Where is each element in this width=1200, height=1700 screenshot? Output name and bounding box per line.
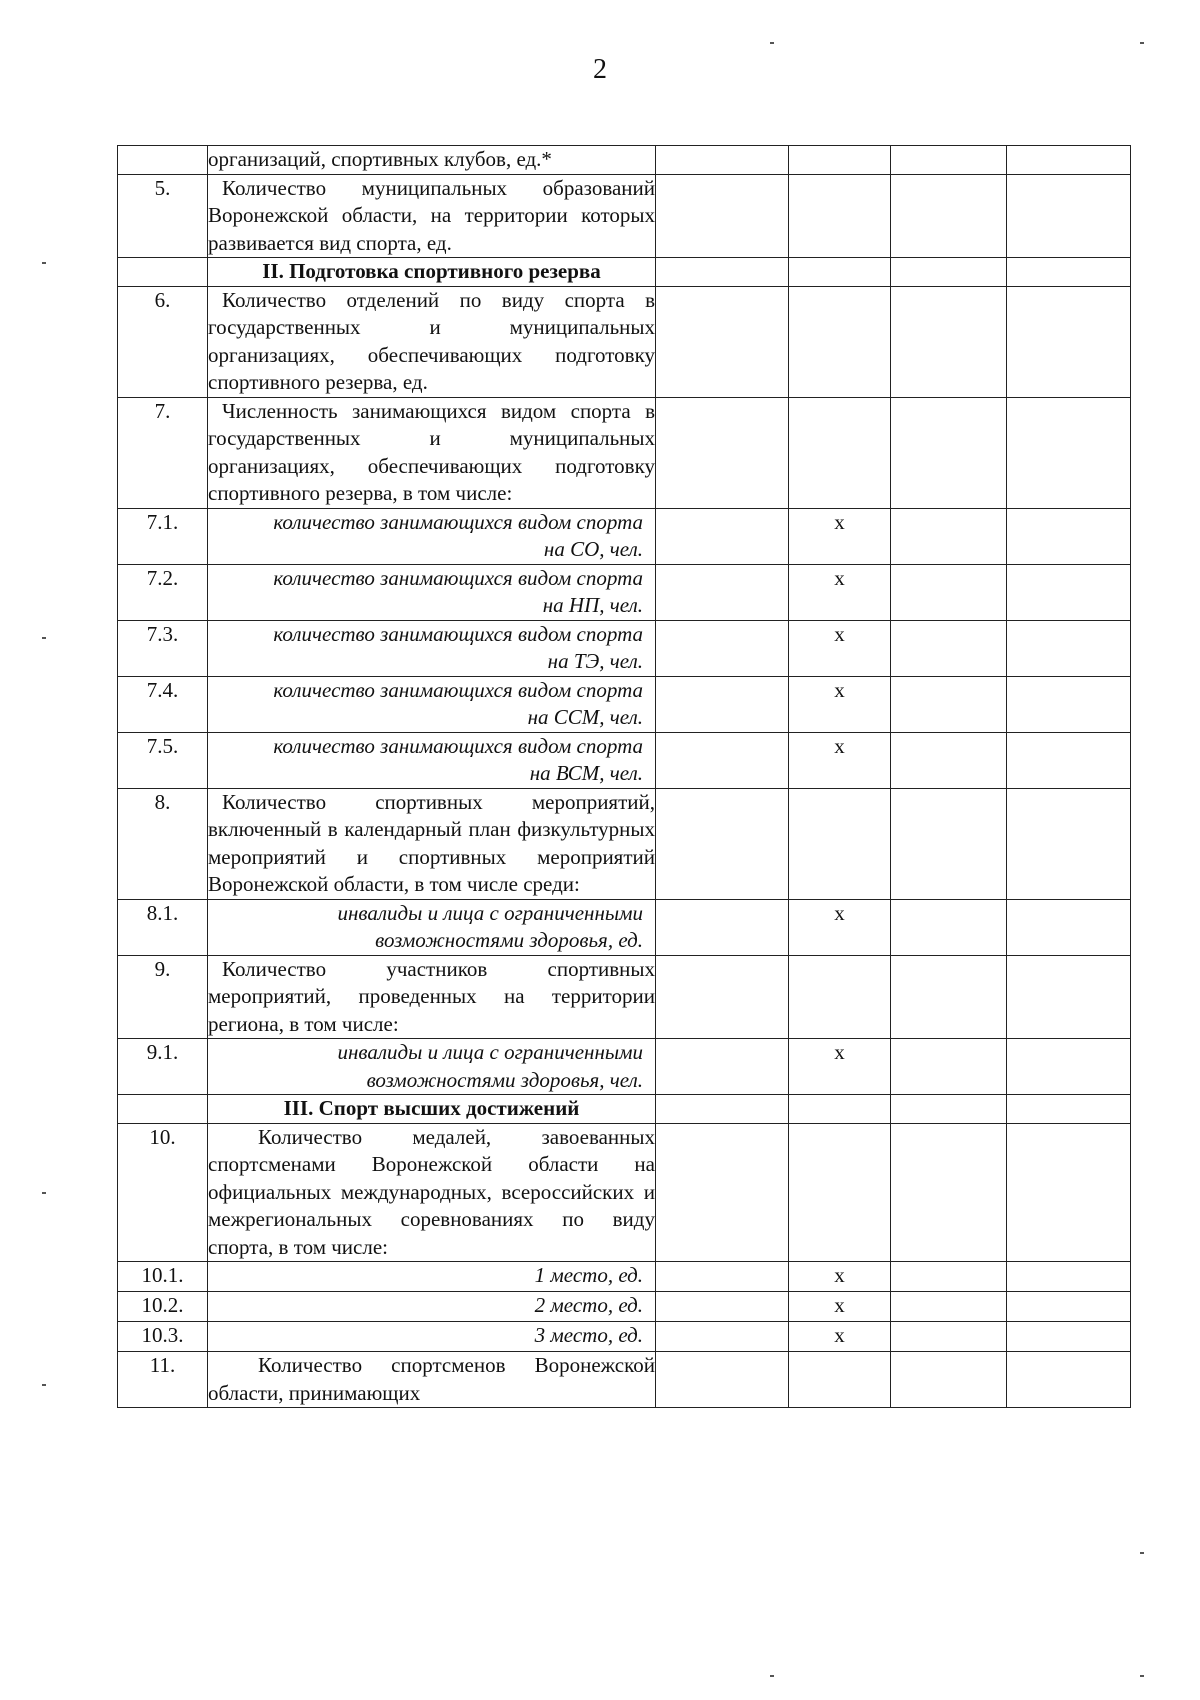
indicator-name: Количество отделений по виду спорта в государственных и муниципальных организациях, обеспечивающих подготовку спортивного резерва, ед. [208,286,656,397]
value-cell [1007,1095,1131,1124]
row-number: 10.2. [118,1292,208,1322]
indicator-name: Количество участников спортивных мероприятий, проведенных на территории региона, в том числе: [208,955,656,1039]
value-cell [656,1262,789,1292]
table-row [118,1322,1131,1352]
value-cell [656,732,789,788]
page-number: 2 [593,54,607,85]
value-cell [789,1352,891,1408]
value-cell [891,788,1007,899]
row-number: 10. [118,1123,208,1262]
value-cell [891,146,1007,175]
scan-speck [42,637,46,639]
value-cell [789,788,891,899]
scan-speck [42,1192,46,1194]
value-cell [789,174,891,258]
row-number: 10.1. [118,1262,208,1292]
value-cell [891,1262,1007,1292]
value-cell [891,1123,1007,1262]
value-cell [789,146,891,175]
value-cell [1007,732,1131,788]
indicator-name: Количество спортсменов Воронежской области, принимающих [208,1352,656,1408]
row-number: 8. [118,788,208,899]
value-cell [891,1292,1007,1322]
table-row [118,146,1131,175]
value-cell [656,1095,789,1124]
not-applicable-mark: x [789,620,891,676]
indicators-table [117,145,1131,1408]
indicator-name: Количество муниципальных образований Воронежской области, на территории которых развивается вид спорта, ед. [208,174,656,258]
value-cell [1007,397,1131,508]
not-applicable-mark: x [789,676,891,732]
table-row [118,1352,1131,1408]
value-cell [656,1322,789,1352]
value-cell [1007,1322,1131,1352]
value-cell [891,955,1007,1039]
row-number [118,146,208,175]
table-row [118,508,1131,564]
indicator-name: Численность занимающихся видом спорта в государственных и муниципальных организациях, обеспечивающих подготовку спортивного резерва, в том числе: [208,397,656,508]
value-cell [891,508,1007,564]
table-row [118,620,1131,676]
value-cell [1007,1123,1131,1262]
not-applicable-mark: x [789,732,891,788]
indicator-name: инвалиды и лица с ограниченными возможностями здоровья, чел. [208,1039,656,1095]
value-cell [891,620,1007,676]
value-cell [789,1095,891,1124]
value-cell [656,899,789,955]
value-cell [1007,564,1131,620]
indicator-name: количество занимающихся видом спорта на ТЭ, чел. [208,620,656,676]
table-row [118,397,1131,508]
table-row [118,955,1131,1039]
value-cell [1007,788,1131,899]
value-cell [891,1095,1007,1124]
indicator-name: 3 место, ед. [208,1322,656,1352]
indicator-name: организаций, спортивных клубов, ед.* [208,146,656,175]
value-cell [1007,286,1131,397]
table-row [118,564,1131,620]
value-cell [656,676,789,732]
row-number: 6. [118,286,208,397]
value-cell [891,397,1007,508]
not-applicable-mark: x [789,564,891,620]
value-cell [656,1352,789,1408]
table-row [118,732,1131,788]
table-row [118,1262,1131,1292]
value-cell [656,1039,789,1095]
section-title: III. Спорт высших достижений [208,1095,656,1124]
value-cell [789,397,891,508]
value-cell [789,286,891,397]
section-row [118,258,1131,287]
section-row [118,1095,1131,1124]
value-cell [656,564,789,620]
value-cell [1007,620,1131,676]
value-cell [1007,1292,1131,1322]
indicator-name: Количество медалей, завоеванных спортсменами Воронежской области на официальных международных, всероссийских и межрегиональных соревнованиях по виду спорта, в том числе: [208,1123,656,1262]
scan-speck [1140,42,1144,44]
value-cell [1007,955,1131,1039]
row-number: 7.1. [118,508,208,564]
value-cell [891,286,1007,397]
value-cell [1007,258,1131,287]
row-number: 11. [118,1352,208,1408]
scan-speck [42,1384,46,1386]
indicators-table-body [118,146,1131,1408]
value-cell [789,955,891,1039]
value-cell [656,620,789,676]
value-cell [656,286,789,397]
row-number: 8.1. [118,899,208,955]
scan-speck [1140,1675,1144,1677]
value-cell [656,146,789,175]
value-cell [656,1123,789,1262]
value-cell [656,955,789,1039]
indicator-name: количество занимающихся видом спорта на ВСМ, чел. [208,732,656,788]
scan-speck [42,262,46,264]
value-cell [656,258,789,287]
row-number: 7.4. [118,676,208,732]
indicator-name: инвалиды и лица с ограниченными возможностями здоровья, ед. [208,899,656,955]
value-cell [891,676,1007,732]
table-row [118,788,1131,899]
value-cell [1007,174,1131,258]
value-cell [891,1352,1007,1408]
table-row [118,899,1131,955]
indicator-name: количество занимающихся видом спорта на СО, чел. [208,508,656,564]
row-number: 9. [118,955,208,1039]
value-cell [891,258,1007,287]
not-applicable-mark: x [789,508,891,564]
value-cell [656,1292,789,1322]
not-applicable-mark: x [789,1039,891,1095]
value-cell [789,1123,891,1262]
value-cell [1007,1352,1131,1408]
row-number-cell [118,258,208,287]
value-cell [891,1322,1007,1352]
not-applicable-mark: x [789,899,891,955]
table-row [118,286,1131,397]
scan-speck [1140,1552,1144,1554]
value-cell [891,1039,1007,1095]
row-number: 5. [118,174,208,258]
scan-speck [770,1675,774,1677]
table-row [118,1039,1131,1095]
row-number-cell [118,1095,208,1124]
row-number: 7. [118,397,208,508]
value-cell [1007,146,1131,175]
indicator-name: 1 место, ед. [208,1262,656,1292]
table-row [118,1123,1131,1262]
value-cell [1007,676,1131,732]
value-cell [891,899,1007,955]
scan-speck [770,42,774,44]
section-title: II. Подготовка спортивного резерва [208,258,656,287]
value-cell [1007,1039,1131,1095]
indicator-name: количество занимающихся видом спорта на ССМ, чел. [208,676,656,732]
value-cell [656,397,789,508]
table-row [118,1292,1131,1322]
not-applicable-mark: x [789,1322,891,1352]
row-number: 7.2. [118,564,208,620]
indicator-name: 2 место, ед. [208,1292,656,1322]
value-cell [891,564,1007,620]
row-number: 7.5. [118,732,208,788]
value-cell [1007,899,1131,955]
value-cell [656,508,789,564]
not-applicable-mark: x [789,1292,891,1322]
value-cell [789,258,891,287]
value-cell [656,788,789,899]
row-number: 9.1. [118,1039,208,1095]
value-cell [1007,508,1131,564]
row-number: 10.3. [118,1322,208,1352]
value-cell [1007,1262,1131,1292]
indicator-name: количество занимающихся видом спорта на НП, чел. [208,564,656,620]
value-cell [891,174,1007,258]
indicator-name: Количество спортивных мероприятий, включенный в календарный план физкультурных мероприятий и спортивных мероприятий Воронежской области, в том числе среди: [208,788,656,899]
value-cell [891,732,1007,788]
table-row [118,174,1131,258]
not-applicable-mark: x [789,1262,891,1292]
value-cell [656,174,789,258]
table-row [118,676,1131,732]
row-number: 7.3. [118,620,208,676]
